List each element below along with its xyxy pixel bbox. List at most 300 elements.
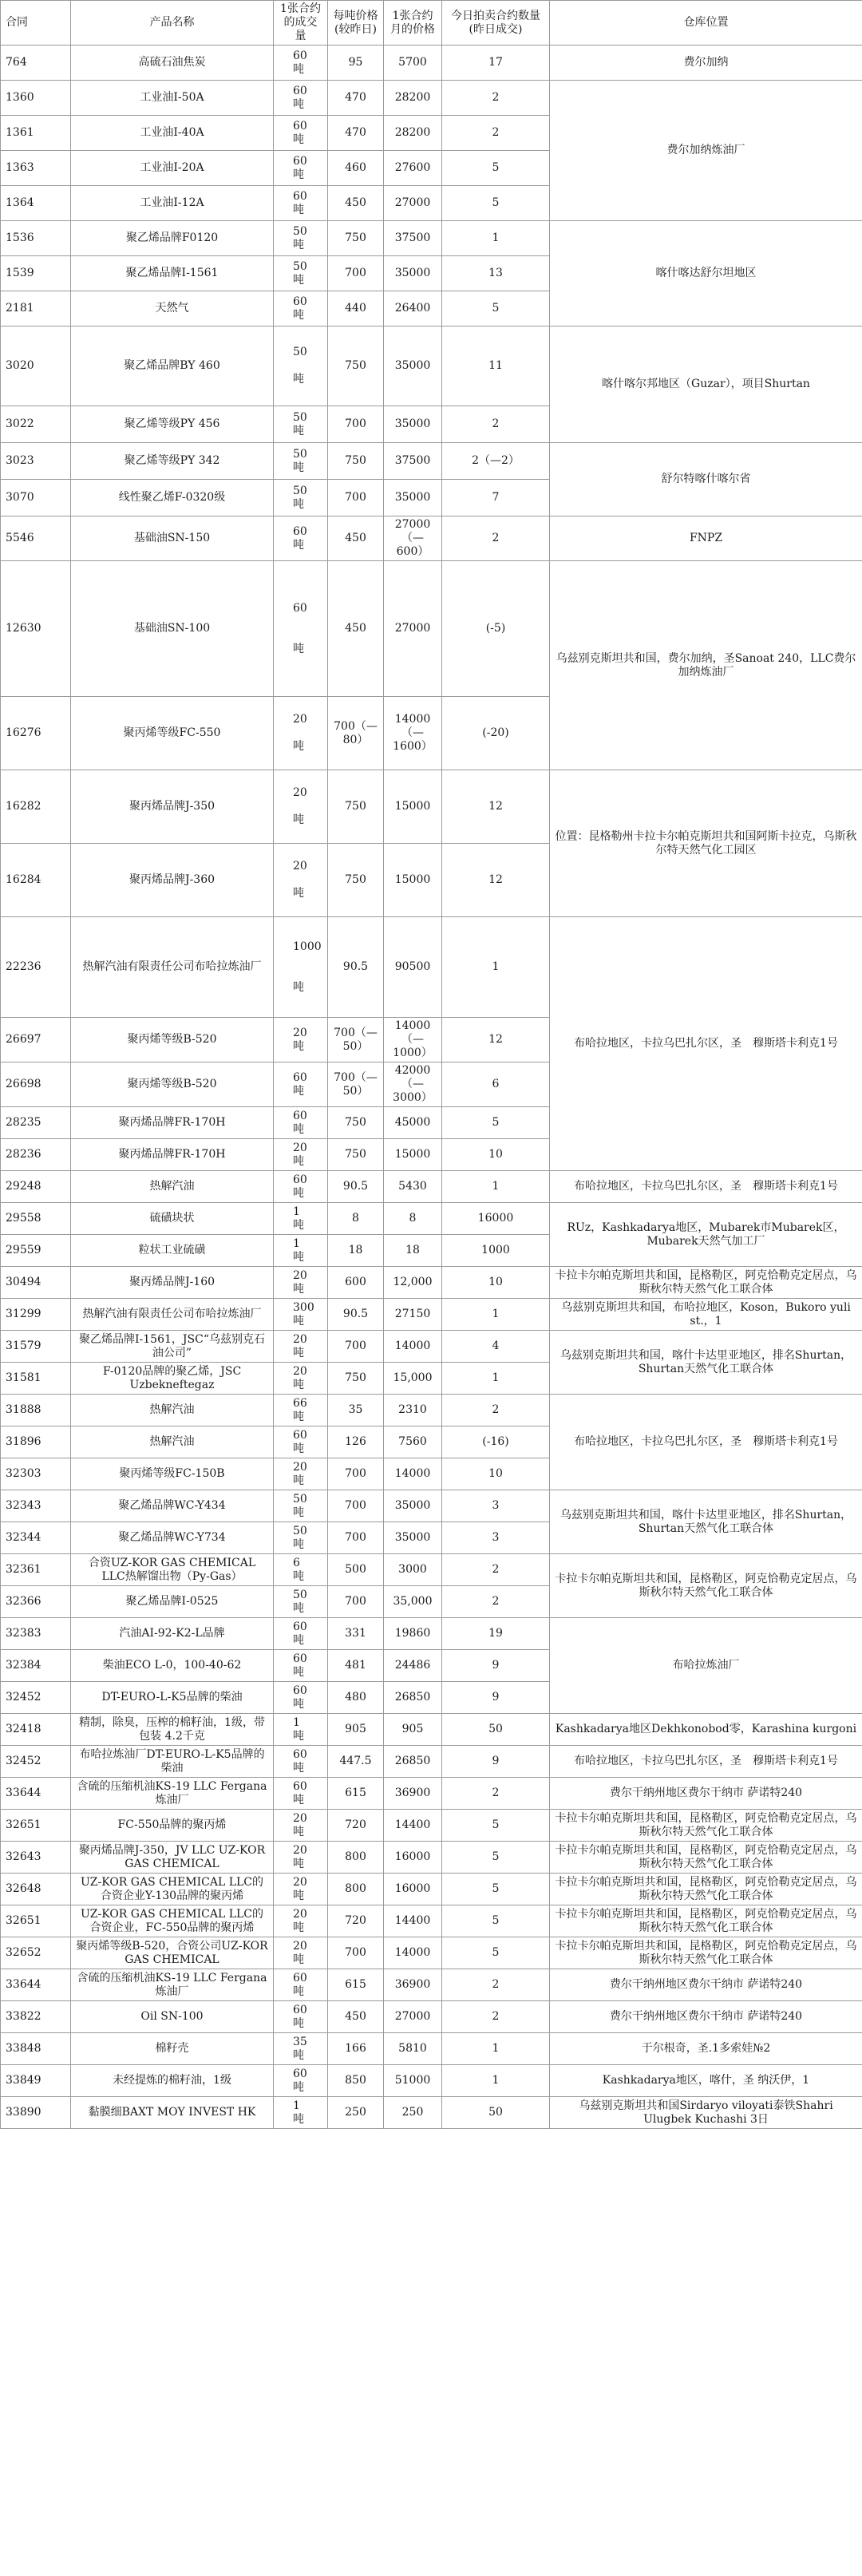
warehouse-location: Kashkadarya地区，喀什，圣 纳沃伊，1: [550, 2065, 862, 2097]
contract-price: 905: [384, 1714, 442, 1746]
warehouse-location: 费尔干纳州地区费尔干纳市 萨诺特240: [550, 1969, 862, 2001]
contract-id: 3070: [1, 480, 71, 516]
price-per-ton: 750: [328, 221, 384, 256]
table-row: [1, 1554, 862, 1586]
auction-quantity: 2: [442, 2001, 550, 2033]
contract-id: 1360: [1, 81, 71, 116]
product-name: 热解汽油有限责任公司布哈拉炼油厂: [71, 917, 274, 1018]
contract-id: 32383: [1, 1618, 71, 1650]
contract-id: 32366: [1, 1586, 71, 1618]
price-per-ton: 500: [328, 1554, 384, 1586]
contract-id: 32303: [1, 1458, 71, 1490]
contract-price: 27150: [384, 1299, 442, 1331]
price-per-ton: 450: [328, 2001, 384, 2033]
contract-price: 12,000: [384, 1267, 442, 1299]
price-per-ton: 250: [328, 2097, 384, 2129]
product-name: 聚丙烯等级FC-150B: [71, 1458, 274, 1490]
product-name: 聚丙烯等级FC-550: [71, 697, 274, 770]
price-per-ton: 750: [328, 844, 384, 917]
product-name: 聚丙烯品牌FR-170H: [71, 1139, 274, 1171]
contract-price: 37500: [384, 443, 442, 480]
price-per-ton: 481: [328, 1650, 384, 1682]
col-header-warehouse: 仓库位置: [550, 1, 862, 46]
product-name: FC-550品牌的聚丙烯: [71, 1810, 274, 1842]
lot-volume: 60 吨: [274, 516, 328, 561]
price-per-ton: 700: [328, 406, 384, 443]
table-row: [1, 1874, 862, 1905]
table-row: [1, 81, 862, 116]
contract-id: 26698: [1, 1062, 71, 1107]
contract-id: 30494: [1, 1267, 71, 1299]
auction-quantity: 4: [442, 1331, 550, 1363]
contract-price: 27000: [384, 561, 442, 697]
warehouse-location: Kashkadarya地区Dekhkonobod零，Karashina kurgoni: [550, 1714, 862, 1746]
warehouse-location: 费尔干纳州地区费尔干纳市 萨诺特240: [550, 2001, 862, 2033]
auction-quantity: 16000: [442, 1203, 550, 1235]
warehouse-location: RUz，Kashkadarya地区，Mubarek市Mubarek区，Mubarek天然气加工厂: [550, 1203, 862, 1267]
product-name: 聚丙烯品牌FR-170H: [71, 1107, 274, 1139]
auction-quantity: 12: [442, 770, 550, 844]
lot-volume: 50 吨: [274, 1586, 328, 1618]
auction-quantity: 5: [442, 1107, 550, 1139]
warehouse-location: 卡拉卡尔帕克斯坦共和国，昆格勒区，阿克恰勒克定居点，乌斯秋尔特天然气化工联合体: [550, 1810, 862, 1842]
product-name: 聚乙烯品牌I-1561: [71, 256, 274, 291]
contract-price: 28200: [384, 116, 442, 151]
price-per-ton: 470: [328, 81, 384, 116]
product-name: 汽油AI-92-K2-L品牌: [71, 1618, 274, 1650]
product-name: 柴油ECO L-0，100-40-62: [71, 1650, 274, 1682]
col-header-price-per-ton: 每吨价格(较昨日): [328, 1, 384, 46]
auction-quantity: 1: [442, 2065, 550, 2097]
auction-quantity: 5: [442, 1905, 550, 1937]
lot-volume: 1 吨: [274, 1203, 328, 1235]
auction-quantity: 1000: [442, 1235, 550, 1267]
product-name: 线性聚乙烯F-0320级: [71, 480, 274, 516]
contract-price: 27000（—600）: [384, 516, 442, 561]
product-name: 粒状工业硫磺: [71, 1235, 274, 1267]
lot-volume: 20 吨: [274, 1937, 328, 1969]
lot-volume: 20 吨: [274, 697, 328, 770]
contract-price: 14000（—1000）: [384, 1018, 442, 1062]
lot-volume: 20 吨: [274, 1842, 328, 1874]
contract-price: 15,000: [384, 1363, 442, 1395]
contract-id: 31579: [1, 1331, 71, 1363]
product-name: 工业油I-12A: [71, 186, 274, 221]
price-per-ton: 750: [328, 770, 384, 844]
lot-volume: 20 吨: [274, 1267, 328, 1299]
auction-quantity: 2: [442, 81, 550, 116]
col-header-contract-price: 1张合约月的价格: [384, 1, 442, 46]
price-per-ton: 750: [328, 443, 384, 480]
price-per-ton: 450: [328, 561, 384, 697]
table-row: [1, 2033, 862, 2065]
price-per-ton: 700: [328, 1522, 384, 1554]
product-name: 基础油SN-100: [71, 561, 274, 697]
contract-price: 18: [384, 1235, 442, 1267]
contract-id: 1364: [1, 186, 71, 221]
auction-quantity: 10: [442, 1267, 550, 1299]
table-row: [1, 1267, 862, 1299]
price-per-ton: 90.5: [328, 1171, 384, 1203]
table-row: [1, 1299, 862, 1331]
auction-quantity: 5: [442, 1874, 550, 1905]
lot-volume: 300 吨: [274, 1299, 328, 1331]
lot-volume: 50 吨: [274, 443, 328, 480]
product-name: 工业油I-40A: [71, 116, 274, 151]
contract-id: 1539: [1, 256, 71, 291]
lot-volume: 66 吨: [274, 1395, 328, 1426]
price-per-ton: 700: [328, 1490, 384, 1522]
price-per-ton: 750: [328, 1363, 384, 1395]
product-name: 聚丙烯品牌J-350，JV LLC UZ-KOR GAS CHEMICAL: [71, 1842, 274, 1874]
warehouse-location: 于尔根奇，圣.1多索娃№2: [550, 2033, 862, 2065]
lot-volume: 50 吨: [274, 221, 328, 256]
price-per-ton: 480: [328, 1682, 384, 1714]
contract-price: 36900: [384, 1778, 442, 1810]
price-per-ton: 460: [328, 151, 384, 186]
contract-id: 32344: [1, 1522, 71, 1554]
auction-quantity: (-20): [442, 697, 550, 770]
contract-id: 32343: [1, 1490, 71, 1522]
warehouse-location: 喀什喀尔邦地区（Guzar），项目Shurtan: [550, 326, 862, 443]
product-name: 聚丙烯品牌J-160: [71, 1267, 274, 1299]
product-name: 聚乙烯品牌WC-Y734: [71, 1522, 274, 1554]
price-per-ton: 470: [328, 116, 384, 151]
warehouse-location: 费尔干纳州地区费尔干纳市 萨诺特240: [550, 1778, 862, 1810]
contract-price: 7560: [384, 1426, 442, 1458]
warehouse-location: 卡拉卡尔帕克斯坦共和国，昆格勒区，阿克恰勒克定居点，乌斯秋尔特天然气化工联合体: [550, 1267, 862, 1299]
lot-volume: 60 吨: [274, 1062, 328, 1107]
auction-quantity: 13: [442, 256, 550, 291]
price-per-ton: 800: [328, 1874, 384, 1905]
price-per-ton: 700: [328, 1586, 384, 1618]
auction-quantity: 2: [442, 1554, 550, 1586]
product-name: 聚乙烯品牌I-1561，JSC“乌兹别克石油公司”: [71, 1331, 274, 1363]
contract-price: 15000: [384, 844, 442, 917]
product-name: UZ-KOR GAS CHEMICAL LLC的合资企业Y-130品牌的聚丙烯: [71, 1874, 274, 1905]
table-row: [1, 1490, 862, 1522]
contract-id: 31299: [1, 1299, 71, 1331]
auction-quantity: 5: [442, 1842, 550, 1874]
auction-quantity: 6: [442, 1062, 550, 1107]
auction-quantity: (-16): [442, 1426, 550, 1458]
contract-price: 26400: [384, 291, 442, 326]
table-row: [1, 326, 862, 406]
table-row: [1, 2065, 862, 2097]
product-name: 聚丙烯等级B-520，合资公司UZ-KOR GAS CHEMICAL: [71, 1937, 274, 1969]
contract-id: 33644: [1, 1778, 71, 1810]
warehouse-location: 乌兹别克斯坦共和国Sirdaryo viloyati泰铁Shahri Ulugbek Kuchashi 3日: [550, 2097, 862, 2129]
table-row: [1, 1810, 862, 1842]
contract-price: 37500: [384, 221, 442, 256]
warehouse-location: 乌兹别克斯坦共和国，喀什卡达里亚地区，排名Shurtan，Shurtan天然气化工联合体: [550, 1490, 862, 1554]
lot-volume: 60 吨: [274, 1171, 328, 1203]
lot-volume: 60 吨: [274, 81, 328, 116]
contract-price: 45000: [384, 1107, 442, 1139]
contract-price: 14000: [384, 1458, 442, 1490]
contract-id: 32643: [1, 1842, 71, 1874]
product-name: 聚丙烯品牌J-350: [71, 770, 274, 844]
warehouse-location: 费尔加纳炼油厂: [550, 81, 862, 221]
lot-volume: 60 吨: [274, 2001, 328, 2033]
table-row: [1, 1203, 862, 1235]
contract-id: 12630: [1, 561, 71, 697]
price-per-ton: 850: [328, 2065, 384, 2097]
contract-id: 32652: [1, 1937, 71, 1969]
lot-volume: 60 吨: [274, 1107, 328, 1139]
contract-price: 27000: [384, 186, 442, 221]
auction-quantity: 5: [442, 151, 550, 186]
contract-price: 14400: [384, 1810, 442, 1842]
product-name: 聚丙烯等级B-520: [71, 1018, 274, 1062]
contract-price: 14000: [384, 1331, 442, 1363]
table-row: [1, 1746, 862, 1778]
warehouse-location: 乌兹别克斯坦共和国，费尔加纳，圣Sanoat 240，LLC费尔加纳炼油厂: [550, 561, 862, 770]
product-name: 热解汽油: [71, 1395, 274, 1426]
price-per-ton: 600: [328, 1267, 384, 1299]
lot-volume: 60 吨: [274, 186, 328, 221]
price-per-ton: 8: [328, 1203, 384, 1235]
contract-price: 35000: [384, 326, 442, 406]
contract-id: 16276: [1, 697, 71, 770]
price-per-ton: 750: [328, 326, 384, 406]
warehouse-location: 卡拉卡尔帕克斯坦共和国，昆格勒区，阿克恰勒克定居点，乌斯秋尔特天然气化工联合体: [550, 1842, 862, 1874]
contract-price: 35,000: [384, 1586, 442, 1618]
table-row: [1, 1395, 862, 1426]
auction-quantity: 19: [442, 1618, 550, 1650]
product-name: 基础油SN-150: [71, 516, 274, 561]
product-name: 含硫的压缩机油KS-19 LLC Fergana炼油厂: [71, 1778, 274, 1810]
price-per-ton: 90.5: [328, 1299, 384, 1331]
table-row: [1, 1937, 862, 1969]
contract-id: 29559: [1, 1235, 71, 1267]
contract-price: 250: [384, 2097, 442, 2129]
product-name: 聚丙烯品牌J-360: [71, 844, 274, 917]
warehouse-location: 位置：昆格勒州卡拉卡尔帕克斯坦共和国阿斯卡拉克，乌斯秋尔特天然气化工园区: [550, 770, 862, 917]
contract-id: 33849: [1, 2065, 71, 2097]
lot-volume: 60 吨: [274, 46, 328, 81]
lot-volume: 20 吨: [274, 844, 328, 917]
contract-id: 22236: [1, 917, 71, 1018]
col-header-quantity: 今日拍卖合约数量(昨日成交): [442, 1, 550, 46]
lot-volume: 20 吨: [274, 1018, 328, 1062]
price-per-ton: 615: [328, 1969, 384, 2001]
contract-id: 5546: [1, 516, 71, 561]
table-row: [1, 1778, 862, 1810]
contract-price: 15000: [384, 1139, 442, 1171]
lot-volume: 50 吨: [274, 406, 328, 443]
auction-quantity: 2: [442, 1395, 550, 1426]
contract-id: 32452: [1, 1746, 71, 1778]
product-name: 热解汽油: [71, 1171, 274, 1203]
warehouse-location: 布哈拉地区，卡拉乌巴扎尔区，圣 穆斯塔卡利克1号: [550, 917, 862, 1171]
auction-quantity: 3: [442, 1522, 550, 1554]
lot-volume: 35 吨: [274, 2033, 328, 2065]
contract-id: 3023: [1, 443, 71, 480]
contract-id: 31896: [1, 1426, 71, 1458]
contract-price: 19860: [384, 1618, 442, 1650]
contract-id: 32418: [1, 1714, 71, 1746]
auction-quantity: 50: [442, 1714, 550, 1746]
price-per-ton: 447.5: [328, 1746, 384, 1778]
lot-volume: 50 吨: [274, 480, 328, 516]
product-name: 未经提炼的棉籽油，1级: [71, 2065, 274, 2097]
contract-price: 26850: [384, 1746, 442, 1778]
lot-volume: 60 吨: [274, 1618, 328, 1650]
contract-id: 28235: [1, 1107, 71, 1139]
lot-volume: 60 吨: [274, 1778, 328, 1810]
auction-quantity: 12: [442, 844, 550, 917]
contract-price: 35000: [384, 480, 442, 516]
contract-price: 24486: [384, 1650, 442, 1682]
contract-id: 2181: [1, 291, 71, 326]
table-row: [1, 1618, 862, 1650]
col-header-contract: 合同: [1, 1, 71, 46]
auction-quantity: 2: [442, 1778, 550, 1810]
contract-id: 33890: [1, 2097, 71, 2129]
contract-id: 3020: [1, 326, 71, 406]
warehouse-location: 舒尔特喀什喀尔省: [550, 443, 862, 516]
contract-id: 16282: [1, 770, 71, 844]
lot-volume: 1 吨: [274, 1714, 328, 1746]
auction-quantity: 5: [442, 1937, 550, 1969]
price-per-ton: 450: [328, 186, 384, 221]
product-name: 聚丙烯等级B-520: [71, 1062, 274, 1107]
contract-id: 32452: [1, 1682, 71, 1714]
product-name: 黏膜细BAXT MOY INVEST HK: [71, 2097, 274, 2129]
price-per-ton: 331: [328, 1618, 384, 1650]
auction-quantity: 10: [442, 1458, 550, 1490]
contract-price: 27000: [384, 2001, 442, 2033]
lot-volume: 60 吨: [274, 561, 328, 697]
price-per-ton: 720: [328, 1905, 384, 1937]
warehouse-location: 布哈拉地区，卡拉乌巴扎尔区，圣 穆斯塔卡利克1号: [550, 1395, 862, 1490]
auction-quantity: 12: [442, 1018, 550, 1062]
product-name: 硫磺块状: [71, 1203, 274, 1235]
auction-quantity: 1: [442, 1363, 550, 1395]
table-row: [1, 1171, 862, 1203]
product-name: 棉籽壳: [71, 2033, 274, 2065]
auction-quantity: 17: [442, 46, 550, 81]
table-row: [1, 1331, 862, 1363]
product-name: F-0120品牌的聚乙烯，JSC Uzbekneftegaz: [71, 1363, 274, 1395]
price-per-ton: 700（—50）: [328, 1062, 384, 1107]
lot-volume: 6 吨: [274, 1554, 328, 1586]
contract-id: 1363: [1, 151, 71, 186]
lot-volume: 20 吨: [274, 1331, 328, 1363]
table-row: [1, 221, 862, 256]
contract-id: 16284: [1, 844, 71, 917]
contract-price: 35000: [384, 406, 442, 443]
lot-volume: 50 吨: [274, 1490, 328, 1522]
price-per-ton: 750: [328, 1107, 384, 1139]
col-header-lot-volume: 1张合约的成交量: [274, 1, 328, 46]
product-name: DT-EURO-L-K5品牌的柴油: [71, 1682, 274, 1714]
table-row: [1, 443, 862, 480]
table-row: [1, 2001, 862, 2033]
price-per-ton: 700: [328, 1937, 384, 1969]
lot-volume: 1000 吨: [274, 917, 328, 1018]
contract-id: 26697: [1, 1018, 71, 1062]
auction-quantity: 1: [442, 917, 550, 1018]
price-per-ton: 95: [328, 46, 384, 81]
auction-quantity: 2: [442, 406, 550, 443]
auction-quantity: 9: [442, 1650, 550, 1682]
contract-id: 28236: [1, 1139, 71, 1171]
product-name: 工业油I-50A: [71, 81, 274, 116]
contract-price: 14000（—1600）: [384, 697, 442, 770]
contract-price: 51000: [384, 2065, 442, 2097]
contract-id: 1361: [1, 116, 71, 151]
contract-id: 764: [1, 46, 71, 81]
contract-price: 28200: [384, 81, 442, 116]
auction-quantity: 5: [442, 291, 550, 326]
table-row: [1, 1905, 862, 1937]
lot-volume: 60 吨: [274, 1426, 328, 1458]
price-per-ton: 700: [328, 1458, 384, 1490]
contract-price: 2310: [384, 1395, 442, 1426]
product-name: 聚乙烯品牌BY 460: [71, 326, 274, 406]
contract-price: 16000: [384, 1874, 442, 1905]
product-name: 布哈拉炼油厂DT-EURO-L-K5品牌的柴油: [71, 1746, 274, 1778]
table-row: [1, 2097, 862, 2129]
contract-price: 8: [384, 1203, 442, 1235]
contract-price: 35000: [384, 1522, 442, 1554]
auction-quantity: 7: [442, 480, 550, 516]
auction-quantity: 10: [442, 1139, 550, 1171]
product-name: 聚乙烯品牌WC-Y434: [71, 1490, 274, 1522]
price-per-ton: 18: [328, 1235, 384, 1267]
lot-volume: 1 吨: [274, 2097, 328, 2129]
auction-quantity: 2: [442, 1969, 550, 2001]
table-header-row: [1, 1, 862, 46]
auction-quantity: 1: [442, 221, 550, 256]
price-per-ton: 166: [328, 2033, 384, 2065]
table-row: [1, 1969, 862, 2001]
lot-volume: 60 吨: [274, 116, 328, 151]
product-name: 聚乙烯品牌F0120: [71, 221, 274, 256]
lot-volume: 60 吨: [274, 291, 328, 326]
price-per-ton: 450: [328, 516, 384, 561]
price-per-ton: 615: [328, 1778, 384, 1810]
contract-price: 16000: [384, 1842, 442, 1874]
warehouse-location: 布哈拉地区，卡拉乌巴扎尔区，圣 穆斯塔卡利克1号: [550, 1171, 862, 1203]
warehouse-location: 费尔加纳: [550, 46, 862, 81]
table-row: [1, 1714, 862, 1746]
auction-quantity: 5: [442, 186, 550, 221]
contract-id: 33644: [1, 1969, 71, 2001]
contract-price: 35000: [384, 256, 442, 291]
price-per-ton: 800: [328, 1842, 384, 1874]
product-name: 工业油I-20A: [71, 151, 274, 186]
price-per-ton: 126: [328, 1426, 384, 1458]
price-per-ton: 700: [328, 480, 384, 516]
auction-quantity: 5: [442, 1810, 550, 1842]
contract-price: 3000: [384, 1554, 442, 1586]
auction-quantity: 2: [442, 116, 550, 151]
contract-price: 90500: [384, 917, 442, 1018]
lot-volume: 60 吨: [274, 1650, 328, 1682]
lot-volume: 60 吨: [274, 1682, 328, 1714]
contract-price: 36900: [384, 1969, 442, 2001]
table-row: [1, 770, 862, 844]
price-per-ton: 700: [328, 256, 384, 291]
lot-volume: 20 吨: [274, 1139, 328, 1171]
lot-volume: 20 吨: [274, 1363, 328, 1395]
product-name: 聚乙烯等级PY 456: [71, 406, 274, 443]
product-name: Oil SN-100: [71, 2001, 274, 2033]
contract-id: 31581: [1, 1363, 71, 1395]
